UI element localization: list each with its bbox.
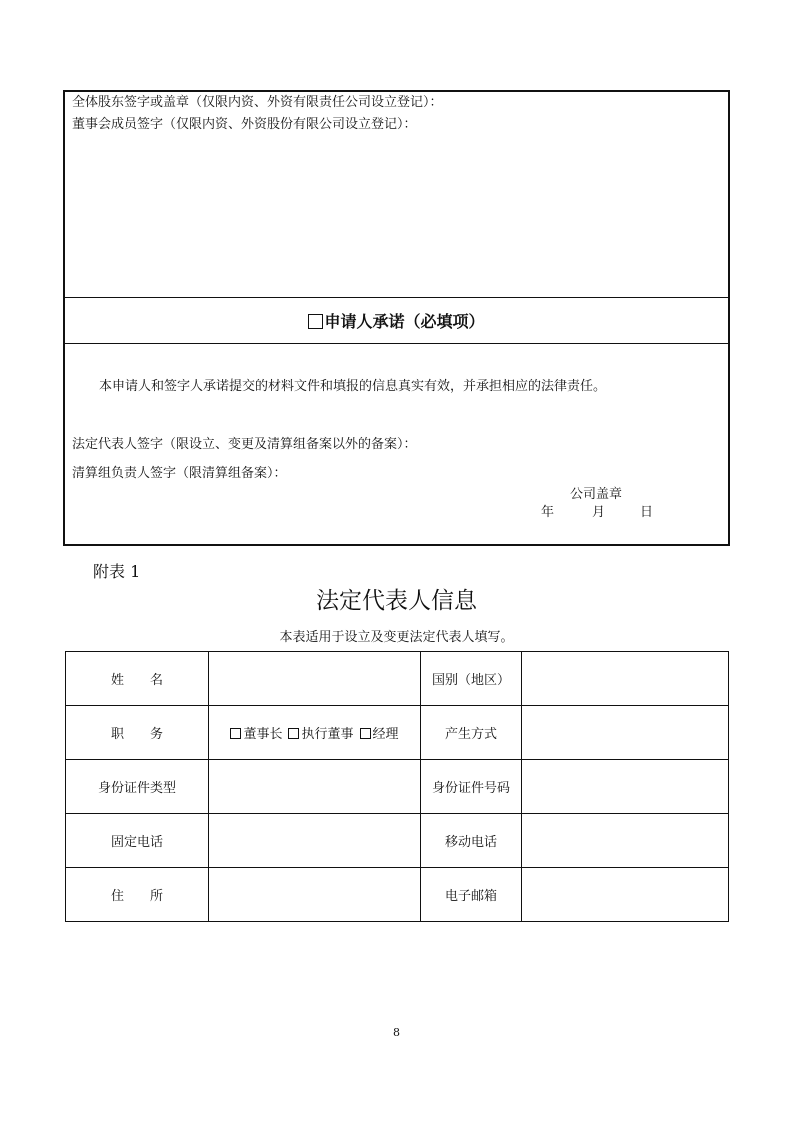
commitment-statement: 本申请人和签字人承诺提交的材料文件和填报的信息真实有效，并承担相应的法律责任。 [99, 379, 607, 394]
signature-commitment-box [63, 90, 730, 546]
page-number: 8 [393, 1026, 400, 1039]
position-label: 职 务 [66, 706, 209, 760]
nationality-value-cell[interactable] [522, 652, 729, 706]
id-number-label: 身份证件号码 [421, 760, 522, 814]
table-row [66, 652, 729, 706]
email-label: 电子邮箱 [421, 868, 522, 922]
appendix-subtitle: 本表适用于设立及变更法定代表人填写。 [279, 630, 514, 645]
commitment-title: 申请人承诺（必填项） [324, 312, 485, 331]
mobile-label: 移动电话 [421, 814, 522, 868]
date-year-label: 年 [541, 505, 555, 520]
name-value-cell[interactable] [209, 652, 421, 706]
nationality-label: 国别（地区） [421, 652, 522, 706]
appendix-label: 附表 1 [93, 562, 141, 581]
section-divider [65, 343, 728, 344]
appendix-title: 法定代表人信息 [316, 588, 477, 614]
landline-value-cell[interactable] [209, 814, 421, 868]
date-month-label: 月 [592, 505, 606, 520]
legal-rep-info-table [65, 651, 729, 922]
address-value-cell[interactable] [209, 868, 421, 922]
directors-signature-label: 董事会成员签字（仅限内资、外资股份有限公司设立登记）： [72, 117, 417, 132]
commitment-checkbox[interactable] [308, 314, 323, 329]
appointment-method-label: 产生方式 [421, 706, 522, 760]
table-row [66, 706, 729, 760]
mobile-value-cell[interactable] [522, 814, 729, 868]
option-manager[interactable]: 经理 [360, 727, 399, 742]
table-row [66, 760, 729, 814]
option-chairman[interactable]: 董事长 [230, 727, 282, 742]
commitment-heading [65, 312, 728, 332]
date-day-label: 日 [640, 505, 654, 520]
shareholders-signature-label: 全体股东签字或盖章（仅限内资、外资有限责任公司设立登记）： [72, 95, 443, 110]
table-row [66, 814, 729, 868]
company-seal-label: 公司盖章 [570, 487, 623, 502]
id-type-label: 身份证件类型 [66, 760, 209, 814]
email-value-cell[interactable] [522, 868, 729, 922]
landline-label: 固定电话 [66, 814, 209, 868]
liquidation-signature-label: 清算组负责人签字（限清算组备案）： [72, 466, 287, 481]
id-type-value-cell[interactable] [209, 760, 421, 814]
checkbox-icon[interactable] [360, 728, 371, 739]
appointment-method-value-cell[interactable] [522, 706, 729, 760]
name-label: 姓 名 [66, 652, 209, 706]
table-row [66, 868, 729, 922]
section-divider [65, 297, 728, 298]
option-executive-director[interactable]: 执行董事 [288, 727, 353, 742]
checkbox-icon[interactable] [288, 728, 299, 739]
checkbox-icon[interactable] [230, 728, 241, 739]
position-options-cell [209, 706, 421, 760]
address-label: 住 所 [66, 868, 209, 922]
legal-rep-signature-label: 法定代表人签字（限设立、变更及清算组备案以外的备案）： [72, 437, 417, 452]
id-number-value-cell[interactable] [522, 760, 729, 814]
